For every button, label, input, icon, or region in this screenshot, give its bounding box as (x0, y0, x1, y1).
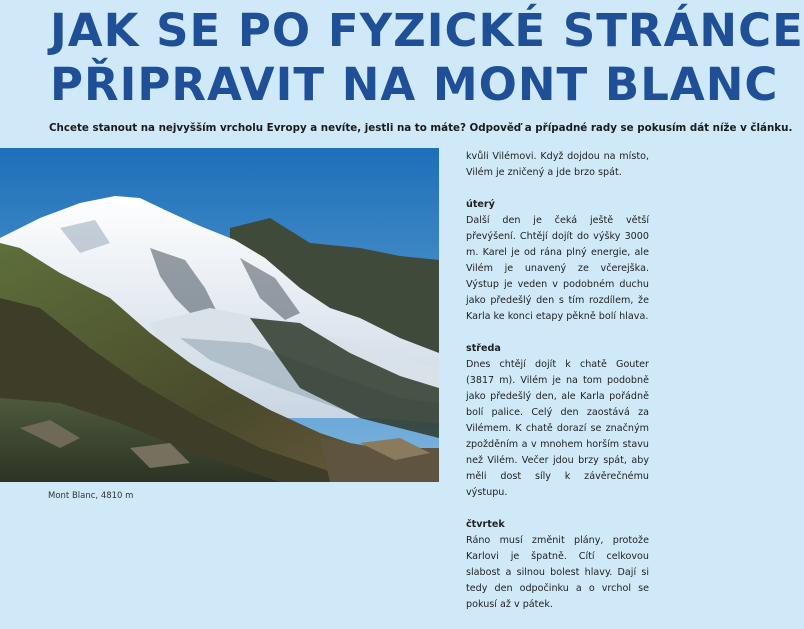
day-text: Dnes chtějí dojít k chatě Gouter (3817 m). Vilém je na tom podobně jako předešlý den, ale Karla pořádně bolí palice. Celý den zaostává za Vilémem. K chatě dorazí se značným zpožděním a v mnohem horším stavu než Vilém. Večer jdou brzy spát, aby měli dost síly k závěrečnému výstupu. (466, 359, 649, 498)
article-title-line-1: JAK SE PO FYZICKÉ STRÁNCE (50, 4, 804, 57)
day-section-tuesday (466, 197, 649, 325)
day-heading: čtvrtek (466, 519, 505, 530)
article-lead: Chcete stanout na nejvyšším vrcholu Evropy a nevíte, jestli na to máte? Odpověď a případné rady se pokusím dát níže v článku. (49, 122, 793, 134)
day-heading: úterý (466, 199, 495, 210)
day-text: Další den je čeká ještě větší převýšení. Chtějí dojít do výšky 3000 m. Karel je od rána plný energie, ale Vilém je unavený ze včerejška. Výstup je veden v podobném duchu jako předešlý den s tím rozdílem, že Karla ke konci etapy pěkně bolí hlava. (466, 215, 649, 322)
day-heading: středa (466, 343, 501, 354)
article-title (50, 4, 804, 112)
article-column (466, 149, 649, 629)
article-title-line-2: PŘIPRAVIT NA MONT BLANC (50, 58, 779, 111)
column-intro: kvůli Vilémovi. Když dojdou na místo, Vilém je zničený a jde brzo spát. (466, 151, 649, 178)
photo-caption: Mont Blanc, 4810 m (48, 491, 134, 501)
mont-blanc-photo (0, 148, 439, 482)
day-section-thursday (466, 517, 649, 613)
day-section-wednesday (466, 341, 649, 501)
day-text: Ráno musí změnit plány, protože Karlovi je špatně. Cítí celkovou slabost a silnou bolest hlavy. Dají si tedy den odpočinku a o vrchol se pokusí až v pátek. (466, 535, 649, 610)
